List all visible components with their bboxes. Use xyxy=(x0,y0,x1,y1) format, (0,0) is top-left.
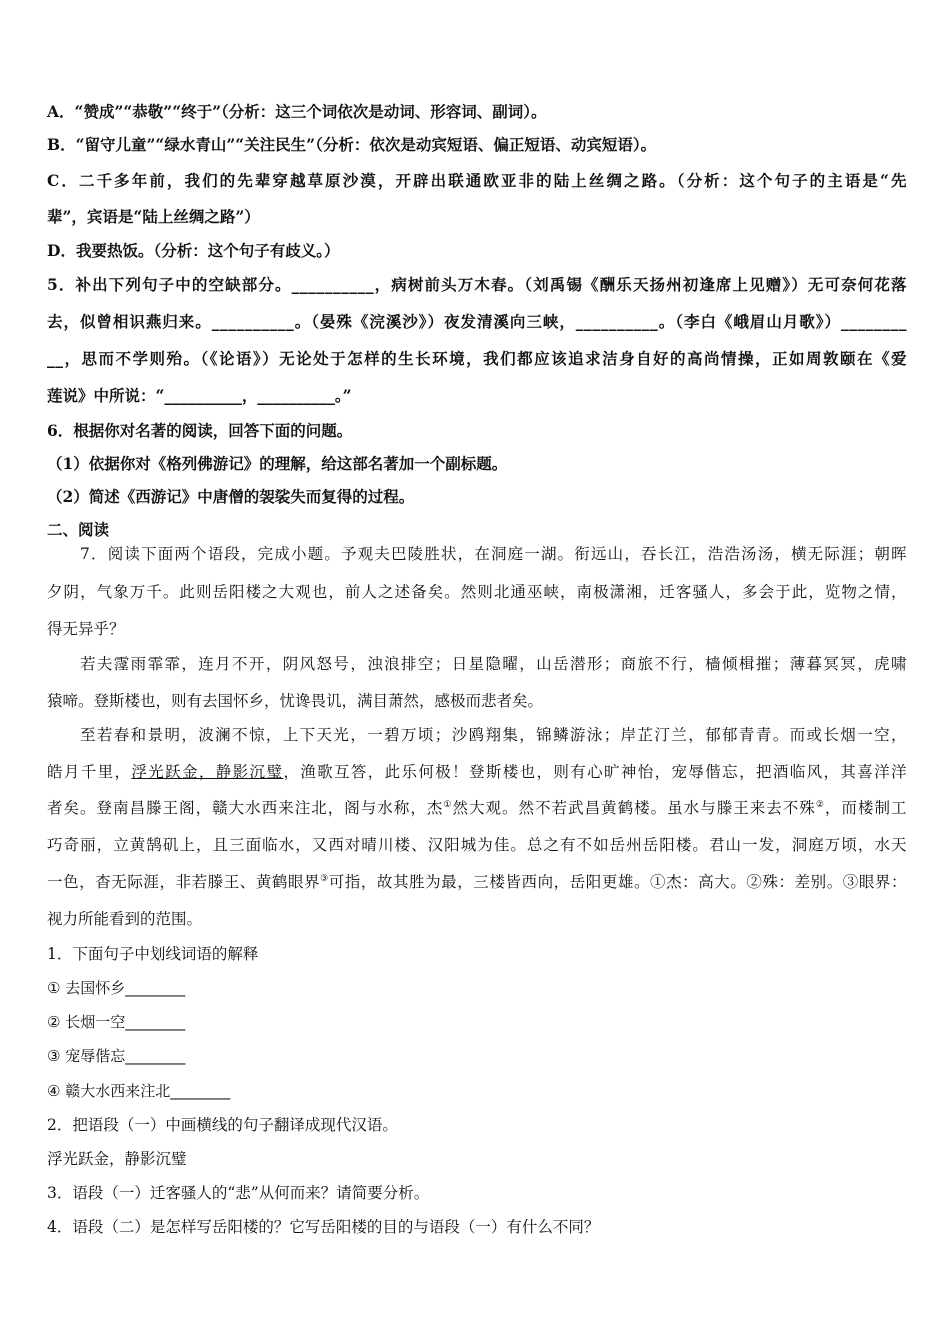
option-a: A．“赞成”“恭敬”“终于”（分析：这三个词依次是动词、形容词、副词）。 xyxy=(47,102,547,121)
passage-text: 皓月千里， xyxy=(47,763,132,781)
underlined-sentence: 浮光跃金，静影沉璧 xyxy=(131,763,284,781)
q6-sub2: （2）简述《西游记》中唐僧的袈裟失而复得的过程。 xyxy=(47,487,415,506)
section-title: 二、阅读 xyxy=(47,520,110,539)
passage-text: 然大观。然不若武昌黄鹤楼。虽水与滕王来去不殊 xyxy=(452,799,816,817)
footnote-mark-1: ① xyxy=(443,799,453,810)
q5-line2: 去，似曾相识燕归来。__________。（晏殊《浣溪沙》）夜发清溪向三峡，__________。（李白《峨眉山月歌》）________ xyxy=(47,312,907,331)
subq4-stem: 4．语段（二）是怎样写岳阳楼的？它写岳阳楼的目的与语段（一）有什么不同？ xyxy=(47,1218,600,1236)
passage-p2-line1: 若夫霪雨霏霏，连月不开，阴风怒号，浊浪排空；日星隐曜，山岳潜形；商旅不行，樯倾楫摧；薄暮冥冥，虎啸 xyxy=(80,655,907,673)
passage-text: 者矣。登南昌滕王阁，赣大水西来注北，阁与水称，杰 xyxy=(47,799,444,817)
option-c-line1: C．二千多年前，我们的先辈穿越草原沙漠，开辟出联通欧亚非的陆上丝绸之路。（分析：这个句子的主语是“先 xyxy=(47,171,907,190)
passage-text: 可指，故其胜为最，三楼皆西向，岳阳更雄。①杰：高大。②殊：差别。③眼界： xyxy=(328,873,907,891)
passage-p3-line6: 视力所能看到的范围。 xyxy=(47,910,203,928)
q6-stem: 6．根据你对名著的阅读，回答下面的问题。 xyxy=(47,421,353,440)
subq2-sentence: 浮光跃金，静影沉璧 xyxy=(47,1150,187,1168)
passage-text: 一色，杳无际涯，非若滕王、黄鹤眼界 xyxy=(47,873,321,891)
passage-text: ，而楼制工 xyxy=(824,799,907,817)
passage-p2-line2: 猿啼。登斯楼也，则有去国怀乡，忧谗畏讥，满目萧然，感极而悲者矣。 xyxy=(47,692,544,710)
passage-text: ，渔歌互答，此乐何极！登斯楼也，则有心旷神怡，宠辱偕忘，把酒临风，其喜洋洋 xyxy=(283,763,907,781)
subq1-item-4: ④ 赣大水西来注北________ xyxy=(47,1082,231,1100)
q6-sub1: （1）依据你对《格列佛游记》的理解，给这部名著加一个副标题。 xyxy=(47,454,508,473)
q5-line4: 莲说》中所说：“__________，__________。” xyxy=(47,386,352,405)
option-b: B．“留守儿童”“绿水青山”“关注民生”（分析：依次是动宾短语、偏正短语、动宾短语）。 xyxy=(47,135,657,154)
passage-p3-line1: 至若春和景明，波澜不惊，上下天光，一碧万顷；沙鸥翔集，锦鳞游泳；岸芷汀兰，郁郁青青。而或长烟一空， xyxy=(80,726,907,744)
subq1-item-2: ② 长烟一空________ xyxy=(47,1013,186,1031)
subq2-stem: 2．把语段（一）中画横线的句子翻译成现代汉语。 xyxy=(47,1116,398,1134)
q5-line1: 5．补出下列句子中的空缺部分。__________，病树前头万木春。（刘禹锡《酬乐天扬州初逢席上见赠》）无可奈何花落 xyxy=(47,275,907,294)
subq3-stem: 3．语段（一）迁客骚人的“悲”从何而来？请简要分析。 xyxy=(47,1184,430,1202)
subq1-item-1: ① 去国怀乡________ xyxy=(47,979,186,997)
footnote-mark-3: ③ xyxy=(320,873,329,884)
passage-p3-line2 xyxy=(47,761,907,783)
footnote-mark-2: ② xyxy=(815,799,825,810)
passage-p3-line3 xyxy=(47,797,907,819)
option-d: D．我要热饭。（分析：这个句子有歧义。） xyxy=(47,241,340,260)
q5-line3: __，思而不学则殆。（《论语》）无论处于怎样的生长环境，我们都应该追求洁身自好的高尚情操，正如周敦颐在《爱 xyxy=(47,349,907,368)
passage-p3-line4: 巧奇丽，立黄鹄矶上，且三面临水，又西对晴川楼、汉阳城为佳。总之有不如岳州岳阳楼。君山一发，洞庭万顷，水天 xyxy=(47,836,907,854)
passage-p1-line1: 7．阅读下面两个语段，完成小题。予观夫巴陵胜状，在洞庭一湖。衔远山，吞长江，浩浩汤汤，横无际涯；朝晖 xyxy=(80,545,907,563)
passage-p3-line5 xyxy=(47,871,907,893)
subq1-stem: 1．下面句子中划线词语的解释 xyxy=(47,945,259,963)
option-c-line2: 辈”，宾语是“陆上丝绸之路”） xyxy=(47,207,260,226)
passage-p1-line2: 夕阴，气象万千。此则岳阳楼之大观也，前人之述备矣。然则北通巫峡，南极潇湘，迁客骚人，多会于此，览物之情， xyxy=(47,583,907,601)
passage-p1-line3: 得无异乎？ xyxy=(47,620,125,638)
subq1-item-3: ③ 宠辱偕忘________ xyxy=(47,1047,186,1065)
